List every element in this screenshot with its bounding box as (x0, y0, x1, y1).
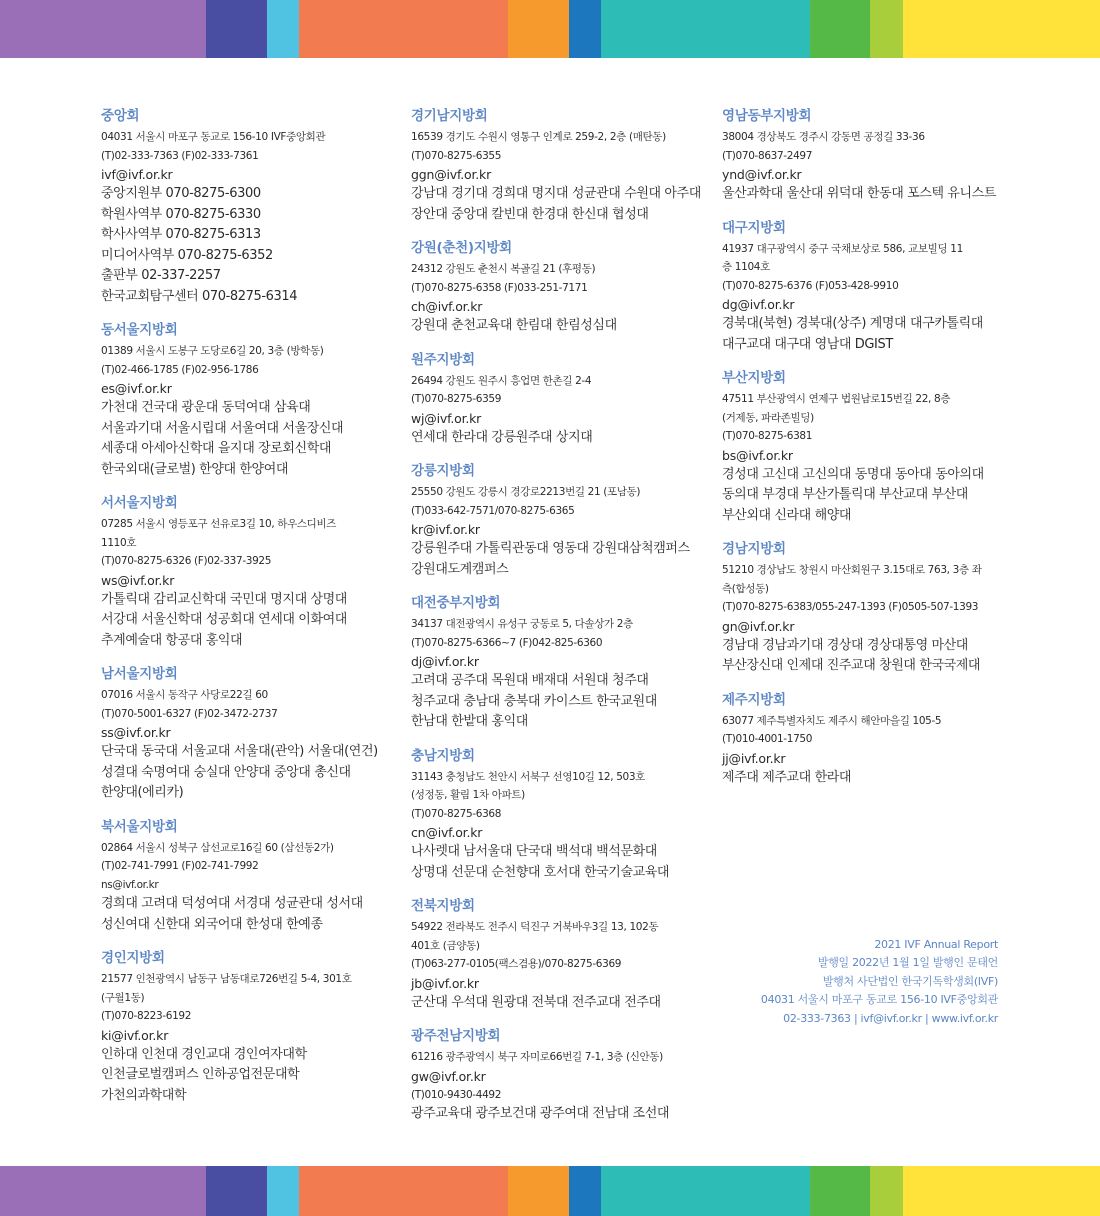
branch-detail-line: 울산과학대 울산대 위덕대 한동대 포스텍 유니스트 (722, 186, 996, 201)
stripe-segment (0, 0, 206, 58)
branch-contact-line: (T)02-466-1785 (F)02-956-1786 (101, 363, 259, 376)
stripe-segment (206, 1166, 267, 1216)
stripe-segment (299, 0, 508, 58)
branch-detail-line: 한남대 한밭대 홍익대 (411, 714, 528, 729)
branch-detail-line: 서울과기대 서울시립대 서울여대 서울장신대 (101, 420, 344, 436)
stripe-segment (870, 0, 903, 58)
branch-detail-line: 강릉원주대 가톨릭관동대 영동대 강원대삼척캠퍼스 (411, 541, 690, 556)
imprint-line: 04031 서울시 마포구 동교로 156-10 IVF중앙회관 (760, 993, 998, 1007)
branch-title: 충남지방회 (411, 747, 475, 764)
branch-contact-line: 층 1104호 (722, 261, 770, 273)
branch-detail-line: 장안대 중앙대 칼빈대 한경대 한신대 협성대 (411, 206, 649, 222)
branch-detail-line: 경남대 경남과기대 경상대 경상대통영 마산대 (722, 637, 968, 653)
branch-title: 광주전남지방회 (411, 1028, 501, 1044)
stripe-segment (810, 0, 870, 58)
branch-section (101, 106, 391, 307)
branch-email: jb@ivf.or.kr (411, 975, 479, 991)
branch-contact-line: (T)070-8275-6366~7 (F)042-825-6360 (411, 636, 603, 649)
branch-contact-line: 26494 강원도 원주시 흥업면 한촌길 2-4 (411, 374, 592, 387)
branch-email: gw@ivf.or.kr (411, 1068, 486, 1084)
stripe-segment (903, 0, 1100, 58)
branch-detail-line: 청주교대 충남대 충북대 카이스트 한국교원대 (411, 693, 657, 709)
branch-contact-line: 38004 경상북도 경주시 강동면 공정길 33-36 (722, 131, 925, 143)
branch-email: dg@ivf.or.kr (722, 297, 795, 312)
branch-email: es@ivf.or.kr (101, 381, 172, 396)
branch-title: 강원(춘천)지방회 (411, 240, 512, 256)
directory-column-2 (411, 106, 706, 1138)
branch-contact-line: 47511 부산광역시 연제구 법원남로15번길 22, 8층 (722, 393, 951, 405)
branch-detail-line: 중앙지원부 070-8275-6300 (101, 186, 261, 201)
branch-section (101, 948, 391, 1106)
branch-contact-line: (T)070-8275-6383/055-247-1393 (F)0505-507-1393 (722, 601, 979, 613)
branch-contact-line: 51210 경상남도 창원시 마산회원구 3.15대로 763, 3층 좌 (722, 564, 982, 576)
branch-contact-line: (구월1동) (101, 991, 145, 1004)
branch-detail-line: 군산대 우석대 원광대 전북대 전주교대 전주대 (411, 994, 661, 1010)
branch-section (411, 593, 706, 733)
branch-detail-line: 가천의과학대학 (101, 1087, 187, 1103)
branch-contact-line: (T)063-277-0105(팩스겸용)/070-8275-6369 (411, 958, 622, 970)
stripe-segment (601, 1166, 810, 1216)
stripe-segment (299, 1166, 508, 1216)
branch-contact-line: (T)070-8275-6368 (411, 807, 502, 820)
branch-contact-line: 31143 충청남도 천안시 서북구 선영10길 12, 503호 (411, 770, 645, 783)
branch-contact-line: 25550 강원도 강릉시 경강로2213번길 21 (포남동) (411, 486, 641, 498)
branch-detail-line: 광주교육대 광주보건대 광주여대 전남대 조선대 (411, 1106, 670, 1121)
branch-email: kr@ivf.or.kr (411, 522, 480, 537)
branch-detail-line: 인천글로벌캠퍼스 인하공업전문대학 (101, 1067, 300, 1082)
branch-detail-line: 학원사역부 070-8275-6330 (101, 206, 261, 222)
branch-section (101, 493, 391, 651)
branch-section (411, 1026, 706, 1125)
branch-email: jj@ivf.or.kr (722, 750, 786, 766)
branch-detail-line: 미디어사역부 070-8275-6352 (101, 247, 273, 263)
branch-contact-line: 02864 서울시 성북구 삼선교로16길 60 (삼선동2가) (101, 841, 334, 854)
branch-contact-line: 21577 인천광역시 남동구 남동대로726번길 5-4, 301호 (101, 973, 352, 985)
branch-contact-line: 01389 서울시 도봉구 도당로6길 20, 3층 (방학동) (101, 345, 324, 357)
branch-section (411, 106, 706, 225)
branch-detail-line: 동의대 부경대 부산가톨릭대 부산교대 부산대 (722, 487, 968, 502)
branch-contact-line: (T)070-5001-6327 (F)02-3472-2737 (101, 707, 278, 720)
branch-title: 전북지방회 (411, 898, 475, 914)
branch-section (101, 817, 391, 936)
branch-section (722, 218, 1022, 356)
branch-contact-line: (T)02-741-7991 (F)02-741-7992 (101, 860, 259, 872)
branch-detail-line: 한양대(에리카) (101, 785, 184, 800)
branch-title: 남서울지방회 (101, 666, 178, 682)
branch-title: 강릉지방회 (411, 463, 475, 479)
branch-email: ggn@ivf.or.kr (411, 167, 492, 182)
branch-contact-line: 측(합성동) (722, 582, 769, 595)
branch-detail-line: 가톨릭대 감리교신학대 국민대 명지대 상명대 (101, 591, 347, 607)
branch-contact-line: 41937 대구광역시 중구 국채보상로 586, 교보빌딩 11 (722, 242, 963, 255)
branch-contact-line: (T)070-8275-6355 (411, 149, 502, 162)
branch-section (411, 461, 706, 580)
branch-detail-line: 출판부 02-337-2257 (101, 268, 221, 283)
branch-contact-line: (T)033-642-7571/070-8275-6365 (411, 504, 575, 517)
branch-contact-line: 1110호 (101, 536, 137, 549)
branch-detail-line: 한국교회탐구센터 070-8275-6314 (101, 288, 298, 304)
branch-contact-line: (T)070-8275-6326 (F)02-337-3925 (101, 555, 272, 567)
branch-section (101, 320, 391, 480)
branch-contact-line: (T)010-9430-4492 (411, 1088, 502, 1101)
branch-section (722, 539, 1022, 677)
branch-contact-line: (T)070-8637-2497 (722, 149, 813, 162)
directory-column-3 (722, 106, 1022, 801)
imprint-line: 02-333-7363 | ivf@ivf.or.kr | www.ivf.or.kr (783, 1011, 998, 1025)
branch-detail-line: 경희대 고려대 덕성여대 서경대 성균관대 성서대 (101, 896, 363, 911)
imprint-line: 발행처 사단법인 한국기독학생회(IVF) (822, 974, 998, 988)
branch-email: dj@ivf.or.kr (411, 654, 479, 669)
branch-title: 경기남지방회 (411, 108, 488, 124)
branch-detail-line: 나사렛대 남서울대 단국대 백석대 백석문화대 (411, 844, 657, 859)
branch-email: ynd@ivf.or.kr (722, 167, 802, 182)
branch-detail-line: 경성대 고신대 고신의대 동명대 동아대 동아의대 (722, 466, 984, 482)
branch-email: ss@ivf.or.kr (101, 725, 171, 740)
branch-title: 제주지방회 (722, 691, 786, 708)
branch-contact-line: 24312 강원도 춘천시 복골길 21 (후평동) (411, 263, 596, 275)
branch-detail-line: 연세대 한라대 강릉원주대 상지대 (411, 429, 593, 445)
stripe-segment (206, 0, 267, 58)
branch-contact-line: (T)02-333-7363 (F)02-333-7361 (101, 149, 259, 162)
stripe-segment (903, 1166, 1100, 1216)
branch-detail-line: 제주대 제주교대 한라대 (722, 769, 852, 785)
branch-detail-line: 단국대 동국대 서울교대 서울대(관악) 서울대(연건) (101, 744, 378, 759)
stripe-segment (0, 1166, 206, 1216)
branch-title: 북서울지방회 (101, 818, 178, 835)
branch-detail-line: 추계예술대 항공대 홍익대 (101, 632, 243, 648)
branch-title: 부산지방회 (722, 370, 786, 386)
branch-title: 동서울지방회 (101, 322, 178, 338)
branch-section (101, 664, 391, 804)
branch-detail-line: 강원대 춘천교육대 한림대 한림성심대 (411, 318, 617, 333)
branch-title: 중앙회 (101, 108, 140, 124)
branch-section (722, 690, 1022, 789)
branch-email: wj@ivf.or.kr (411, 410, 482, 426)
imprint-line: 2021 IVF Annual Report (874, 938, 998, 951)
branch-detail-line: 가천대 건국대 광운대 동덕여대 삼육대 (101, 400, 311, 415)
branch-section (411, 746, 706, 884)
branch-detail-line: 고려대 공주대 목원대 배재대 서원대 청주대 (411, 673, 649, 688)
branch-contact-line: (T)010-4001-1750 (722, 733, 813, 745)
branch-contact-line: 34137 대전광역시 유성구 궁동로 5, 다솔상가 2층 (411, 618, 633, 630)
branch-title: 서서울지방회 (101, 495, 178, 511)
branch-contact-line: 04031 서울시 마포구 동교로 156-10 IVF중앙회관 (101, 131, 326, 143)
bottom-color-stripe (0, 1166, 1100, 1216)
imprint-line: 발행일 2022년 1월 1일 발행인 문태언 (817, 956, 998, 970)
branch-section (411, 350, 706, 449)
branch-title: 대구지방회 (722, 219, 786, 236)
branch-detail-line: 부산외대 신라대 해양대 (722, 507, 852, 523)
branch-title: 대전중부지방회 (411, 595, 501, 611)
stripe-segment (810, 1166, 870, 1216)
branch-contact-line: (T)070-8275-6376 (F)053-428-9910 (722, 279, 899, 292)
branch-contact-line: 07016 서울시 동작구 사당로22길 60 (101, 689, 268, 701)
branch-email: ki@ivf.or.kr (101, 1027, 169, 1043)
stripe-segment (601, 0, 810, 58)
branch-email: ch@ivf.or.kr (411, 299, 483, 314)
branch-email: ivf@ivf.or.kr (101, 167, 173, 182)
branch-detail-line: 성결대 숙명여대 숭실대 안양대 중앙대 총신대 (101, 764, 351, 780)
branch-section (411, 896, 706, 1013)
branch-contact-line: 54922 전라북도 전주시 덕진구 거북바우3길 13, 102동 (411, 921, 659, 933)
branch-section (411, 238, 706, 337)
stripe-segment (508, 0, 569, 58)
stripe-segment (569, 0, 601, 58)
branch-contact-line: 401호 (금양동) (411, 939, 480, 952)
stripe-segment (508, 1166, 569, 1216)
branch-title: 원주지방회 (411, 351, 475, 368)
branch-contact-line: ns@ivf.or.kr (101, 878, 159, 891)
branch-contact-line: 63077 제주특별자치도 제주시 해안마을길 105-5 (722, 714, 942, 727)
branch-detail-line: 부산장신대 인제대 진주교대 창원대 한국국제대 (722, 658, 981, 673)
branch-title: 경남지방회 (722, 541, 786, 557)
branch-detail-line: 상명대 선문대 순천향대 호서대 한국기술교육대 (411, 864, 670, 880)
branch-section (722, 106, 1022, 205)
stripe-segment (569, 1166, 601, 1216)
branch-email: bs@ivf.or.kr (722, 447, 793, 463)
branch-email: gn@ivf.or.kr (722, 618, 795, 634)
top-color-stripe (0, 0, 1100, 58)
branch-detail-line: 강원대도계캠퍼스 (411, 561, 509, 577)
branch-detail-line: 성신여대 신한대 외국어대 한성대 한예종 (101, 916, 323, 932)
branch-contact-line: (T)070-8275-6381 (722, 430, 813, 442)
publication-imprint (761, 936, 998, 1028)
branch-detail-line: 인하대 인천대 경인교대 경인여자대학 (101, 1046, 307, 1062)
branch-contact-line: (T)070-8223-6192 (101, 1010, 192, 1022)
branch-detail-line: 세종대 아세아신학대 을지대 장로회신학대 (101, 441, 332, 456)
branch-contact-line: (T)070-8275-6358 (F)033-251-7171 (411, 281, 588, 294)
branch-title: 영남동부지방회 (722, 108, 812, 124)
stripe-segment (267, 1166, 299, 1216)
branch-contact-line: 16539 경기도 수원시 영통구 인계로 259-2, 2층 (매탄동) (411, 131, 666, 143)
branch-contact-line: (거제동, 파라존빌딩) (722, 411, 814, 424)
stripe-segment (267, 0, 299, 58)
branch-email: ws@ivf.or.kr (101, 572, 175, 588)
directory-column-1 (101, 106, 391, 1119)
branch-contact-line: 61216 광주광역시 북구 자미로66번길 7-1, 3층 (신안동) (411, 1051, 663, 1063)
branch-contact-line: (T)070-8275-6359 (411, 393, 502, 405)
branch-title: 경인지방회 (101, 950, 165, 966)
branch-detail-line: 강남대 경기대 경희대 명지대 성균관대 수원대 아주대 (411, 186, 701, 201)
branch-contact-line: (성정동, 활림 1차 아파트) (411, 789, 525, 801)
branch-detail-line: 대구교대 대구대 영남대 DGIST (722, 336, 893, 352)
branch-detail-line: 경북대(북현) 경북대(상주) 계명대 대구카톨릭대 (722, 316, 983, 331)
branch-contact-line: 07285 서울시 영등포구 선유로3길 10, 하우스디비즈 (101, 518, 337, 530)
branch-detail-line: 한국외대(글로벌) 한양대 한양여대 (101, 461, 289, 477)
branch-detail-line: 서강대 서울신학대 성공회대 연세대 이화여대 (101, 612, 347, 627)
stripe-segment (870, 1166, 903, 1216)
branch-email: cn@ivf.or.kr (411, 825, 483, 840)
branch-section (722, 368, 1022, 526)
branch-detail-line: 학사사역부 070-8275-6313 (101, 227, 261, 242)
